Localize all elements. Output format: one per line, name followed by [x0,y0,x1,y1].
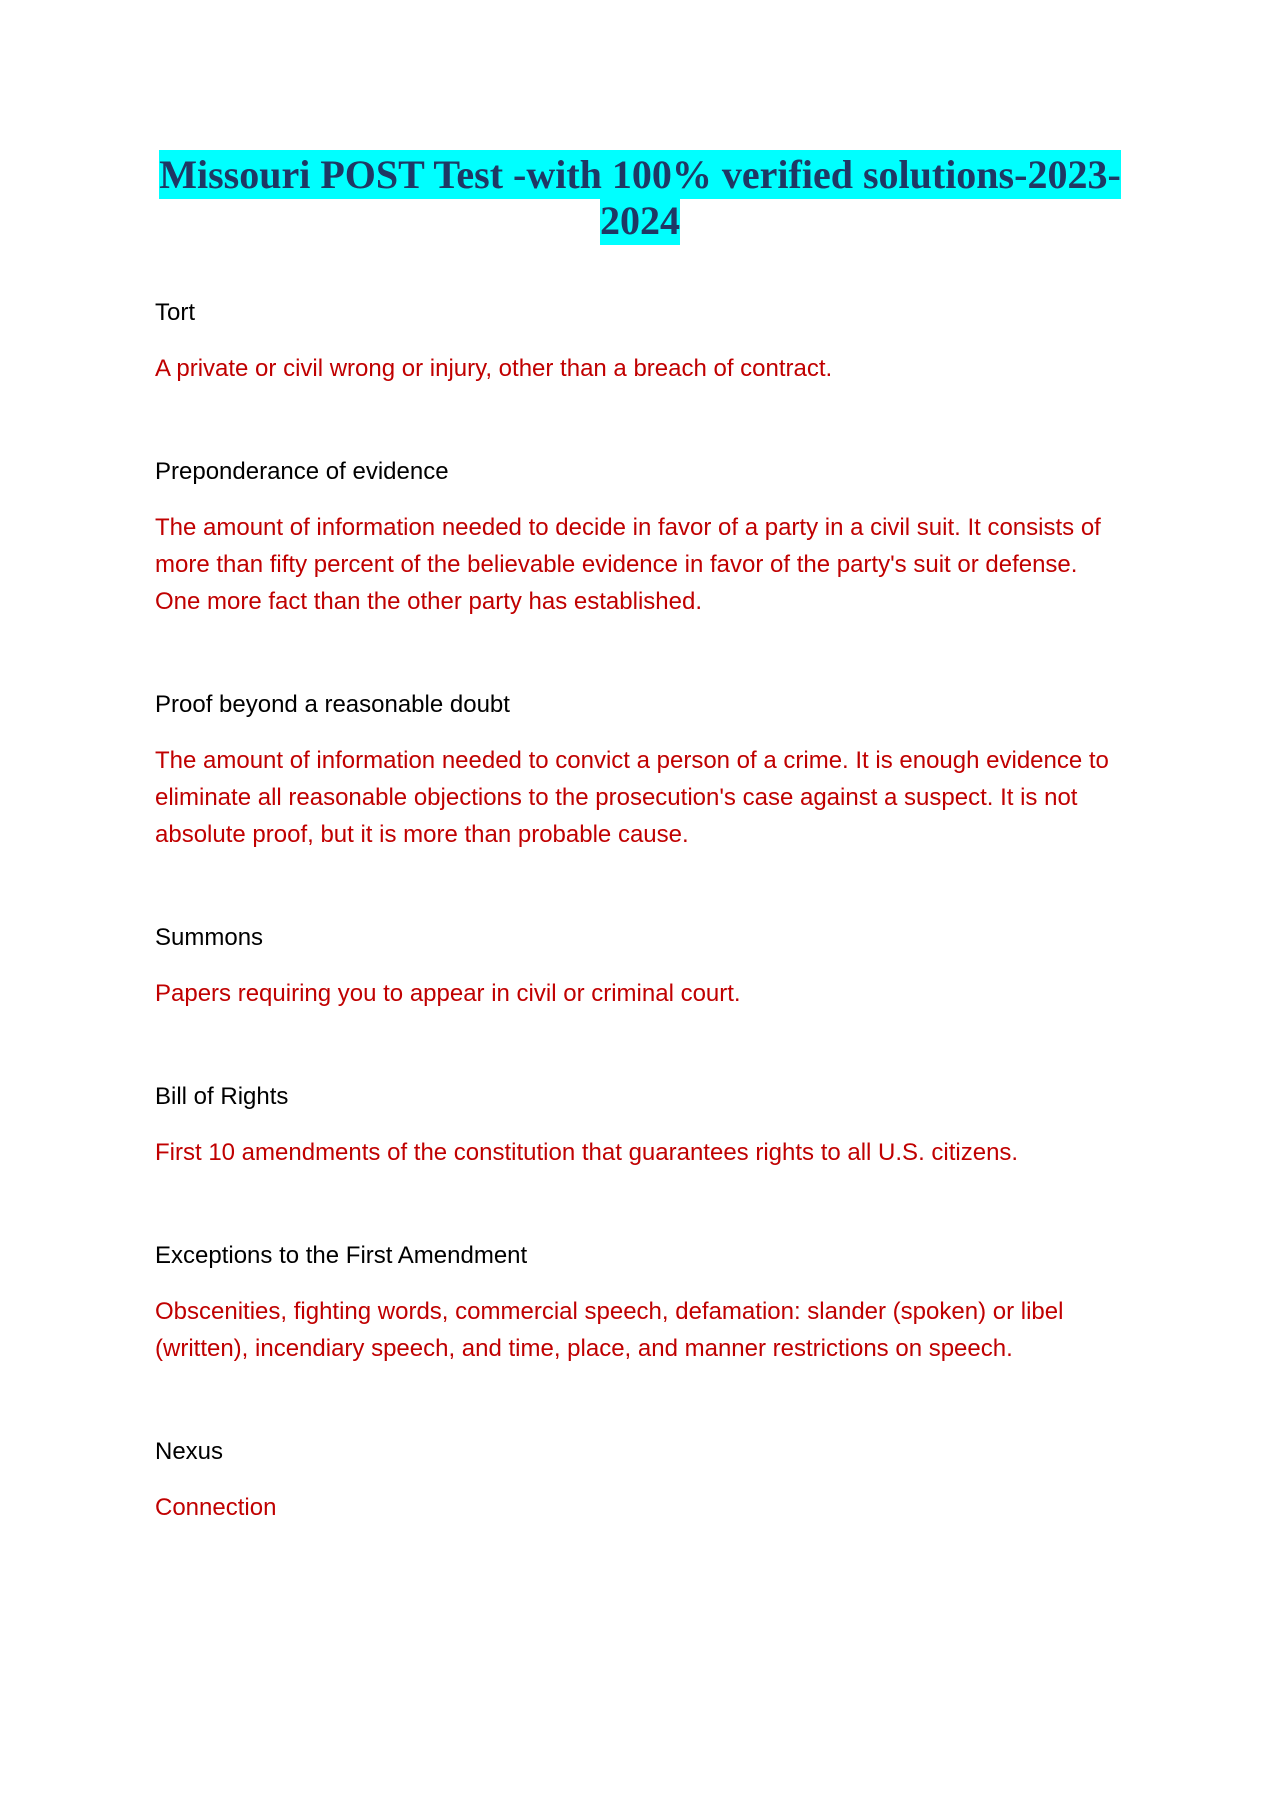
flashcard [155,1239,1115,1367]
definition-proof-beyond-reasonable-doubt: The amount of information needed to convict a person of a crime. It is enough evidence to eliminate all reasonable objections to the prosecution's case against a suspect. It is not absolute proof, but it is more than probable cause. [155,747,1109,848]
definition-bill-of-rights: First 10 amendments of the constitution that guarantees rights to all U.S. citizens. [155,1139,1019,1166]
flashcard-list [155,296,1115,1594]
definition-tort: A private or civil wrong or injury, other than a breach of contract. [155,355,833,382]
flashcard [155,921,1115,1012]
flashcard [155,1435,1115,1526]
flashcard [155,296,1115,387]
definition-summons: Papers requiring you to appear in civil or criminal court. [155,980,741,1007]
definition-nexus: Connection [155,1494,277,1521]
term-tort: Tort [155,299,196,326]
document-title [140,152,1140,244]
term-summons: Summons [155,924,264,951]
term-nexus: Nexus [155,1438,224,1465]
term-bill-of-rights: Bill of Rights [155,1083,289,1110]
flashcard [155,1080,1115,1171]
term-preponderance-of-evidence: Preponderance of evidence [155,458,449,485]
definition-preponderance-of-evidence: The amount of information needed to decide in favor of a party in a civil suit. It consists of more than fifty percent of the believable evidence in favor of the party's suit or defense. One more fact than the other party has established. [155,514,1101,615]
term-proof-beyond-reasonable-doubt: Proof beyond a reasonable doubt [155,691,510,718]
term-exceptions-first-amendment: Exceptions to the First Amendment [155,1242,528,1269]
title-highlight: Missouri POST Test -with 100% verified solutions-2023-2024 [159,152,1121,243]
flashcard [155,455,1115,620]
flashcard [155,688,1115,853]
definition-exceptions-first-amendment: Obscenities, fighting words, commercial speech, defamation: slander (spoken) or libel (written), incendiary speech, and time, place, and manner restrictions on speech. [155,1298,1064,1362]
